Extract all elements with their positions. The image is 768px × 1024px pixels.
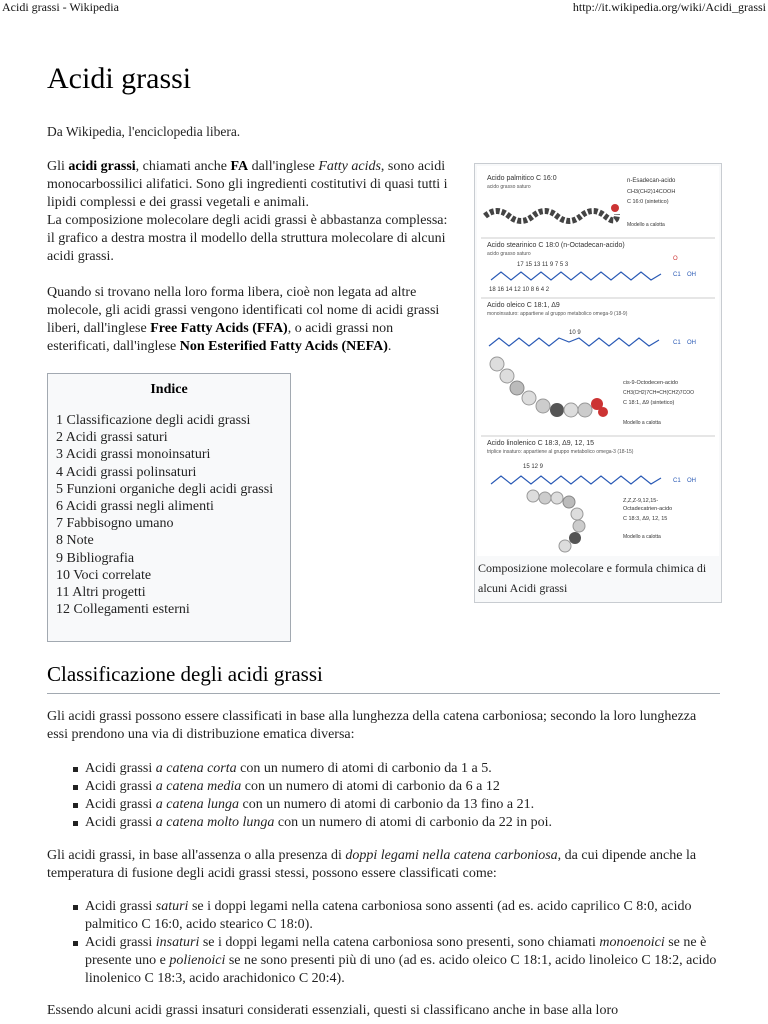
- tagline: Da Wikipedia, l'enciclopedia libera.: [47, 124, 241, 139]
- list-item: Acidi grassi insaturi se i doppi legami nella catena carboniosa sono presenti, sono chiamati monoenoici se ne è presente uno e polienoici se ne sono presenti più di uno (ad es. acido oleico C 18:1, acido linoleico C 18:2, acido linolenico C 18:3, acido arachidonico C 20:4).: [73, 934, 723, 988]
- section-heading-classificazione: Classificazione degli acidi grassi: [47, 662, 323, 686]
- page-url[interactable]: http://it.wikipedia.org/wiki/Acidi_grassi: [572, 0, 766, 14]
- page-title-header: Acidi grassi - Wikipedia: [2, 0, 119, 14]
- chain-length-list: [73, 760, 723, 832]
- saturation-list: [73, 898, 723, 988]
- svg-text:acido grasso saturo: acido grasso saturo: [487, 251, 531, 257]
- toc-item[interactable]: 5 Funzioni organiche degli acidi grassi: [56, 481, 274, 497]
- svg-text:C1: C1: [673, 340, 681, 346]
- svg-text:n-Esadecan-acido: n-Esadecan-acido: [627, 178, 676, 184]
- svg-text:monoinsaturo: appartiene al gr: monoinsaturo: appartiene al gruppo metabolico omega-9 (18-9): [487, 311, 628, 317]
- fatty-acid-structure-image[interactable]: [477, 166, 719, 556]
- svg-text:CH3(CH2)14COOH: CH3(CH2)14COOH: [627, 189, 676, 195]
- toc-item[interactable]: 9 Bibliografia: [56, 550, 135, 566]
- svg-text:OH: OH: [687, 272, 696, 278]
- toc-item[interactable]: 4 Acidi grassi polinsaturi: [56, 464, 197, 480]
- infobox-caption: Composizione molecolare e formula chimica di alcuni Acidi grassi: [478, 561, 707, 595]
- svg-text:O: O: [673, 256, 678, 262]
- svg-text:acido grasso saturo: acido grasso saturo: [487, 184, 531, 190]
- intro-paragraph-2: Quando si trovano nella loro forma libera, cioè non legata ad altre molecole, gli acidi grassi vengono identificati col nome di acidi grassi liberi, dall'inglese Free Fatty Acids (FFA), o acidi grassi non esterificati, dall'inglese Non Esterified Fatty Acids (NEFA).: [47, 285, 440, 354]
- svg-text:10 9: 10 9: [569, 330, 581, 336]
- svg-text:cis-9-Octodecen-acido: cis-9-Octodecen-acido: [623, 380, 679, 386]
- toc-item[interactable]: 12 Collegamenti esterni: [56, 602, 190, 618]
- svg-text:Acido linolenico C 18:3, Δ9, 1: Acido linolenico C 18:3, Δ9, 12, 15: [487, 440, 595, 447]
- svg-text:Acido stearinico C 18:0 (n-Oct: Acido stearinico C 18:0 (n-Octadecan-acido): [487, 242, 625, 249]
- toc-item[interactable]: 6 Acidi grassi negli alimenti: [56, 499, 214, 515]
- toc-title: Indice: [150, 382, 188, 397]
- svg-text:18 16 14 12 10 8: 18 16 14 12 10 8 6 4 2: [489, 287, 550, 293]
- term-acidi-grassi: acidi grassi: [68, 159, 136, 174]
- svg-text:CH3(CH2)7CH=CH(CH2)7COO: CH3(CH2)7CH=CH(CH2)7COO: [623, 390, 694, 396]
- list-item: Acidi grassi a catena corta con un numero di atomi di carbonio da 1 a 5.: [73, 760, 723, 778]
- svg-text:C 18:3, Δ9, 12, 15: C 18:3, Δ9, 12, 15: [623, 516, 668, 522]
- svg-text:15 12 9: 15 12 9: [523, 464, 544, 470]
- toc-item[interactable]: 11 Altri progetti: [56, 585, 146, 601]
- table-of-contents: [47, 373, 291, 642]
- svg-text:C1: C1: [673, 272, 681, 278]
- intro-paragraph-1: Gli acidi grassi, chiamati anche FA dall'inglese Fatty acids, sono acidi monocarbossilici alifatici. Sono gli ingredienti costitutivi di quasi tutti i lipidi complessi e dei grassi vegetali e animali. La composizione molecolare degli acidi grassi è abbastanza complessa: il grafico a destra mostra il modello della struttura molecolare di alcuni acidi grassi.: [47, 159, 448, 264]
- svg-text:Acido oleico C 18:1, Δ9: Acido oleico C 18:1, Δ9: [487, 302, 560, 309]
- toc-list: [56, 412, 290, 618]
- svg-text:Modello a calotta: Modello a calotta: [623, 420, 661, 426]
- svg-text:Octadecatrien-acido: Octadecatrien-acido: [623, 506, 673, 512]
- toc-item[interactable]: 7 Fabbisogno umano: [56, 516, 174, 532]
- svg-text:triplice insaturo: appartiene: triplice insaturo: appartiene al gruppo metabolico omega-3 (18-15): [487, 449, 634, 455]
- toc-item[interactable]: 3 Acidi grassi monoinsaturi: [56, 447, 211, 463]
- section-divider: [47, 693, 720, 694]
- svg-text:OH: OH: [687, 478, 696, 484]
- svg-text:17 15 13 11 9 7: 17 15 13 11 9 7 5 3: [517, 262, 569, 268]
- article-title: Acidi grassi: [47, 62, 192, 95]
- infobox-figure: [474, 163, 722, 603]
- toc-item[interactable]: 8 Note: [56, 533, 94, 549]
- section1-paragraph-2: Gli acidi grassi, in base all'assenza o alla presenza di doppi legami nella catena carboniosa, da cui dipende anche la temperatura di fusione degli acidi grassi stessi, possono essere classificati come:: [47, 848, 697, 881]
- section1-paragraph-3: Essendo alcuni acidi grassi insaturi considerati essenziali, questi si classificano anche in base alla loro: [47, 1003, 619, 1018]
- toc-item[interactable]: 2 Acidi grassi saturi: [56, 430, 168, 446]
- svg-text:Modello a calotta: Modello a calotta: [623, 534, 661, 540]
- svg-text:Modello a calotta: Modello a calotta: [627, 222, 665, 228]
- svg-text:Z,Z,Z-9,12,15-: Z,Z,Z-9,12,15-: [623, 498, 659, 504]
- section1-paragraph-1: Gli acidi grassi possono essere classificati in base alla lunghezza della catena carboniosa; secondo la loro lunghezza essi prendono una via di distribuzione ematica diversa:: [47, 709, 697, 742]
- list-item: Acidi grassi a catena media con un numero di atomi di carbonio da 6 a 12: [73, 778, 723, 796]
- browser-header: [0, 0, 768, 16]
- list-item: Acidi grassi saturi se i doppi legami nella catena carboniosa sono assenti (ad es. acido caprilico C 8:0, acido palmitico C 16:0, acido stearico C 18:0).: [73, 898, 723, 934]
- toc-item[interactable]: 1 Classificazione degli acidi grassi: [56, 413, 251, 428]
- list-item: Acidi grassi a catena molto lunga con un numero di atomi di carbonio da 22 in poi.: [73, 814, 723, 832]
- list-item: Acidi grassi a catena lunga con un numero di atomi di carbonio da 13 fino a 21.: [73, 796, 723, 814]
- svg-text:C1: C1: [673, 478, 681, 484]
- svg-text:C 16:0 (sintetico): C 16:0 (sintetico): [627, 199, 669, 205]
- svg-text:OH: OH: [687, 340, 696, 346]
- label-palmitic: Acido palmitico C 16:0: [487, 175, 557, 182]
- svg-text:C 18:1, Δ9 (sintetico): C 18:1, Δ9 (sintetico): [623, 400, 675, 406]
- toc-item[interactable]: 10 Voci correlate: [56, 567, 152, 583]
